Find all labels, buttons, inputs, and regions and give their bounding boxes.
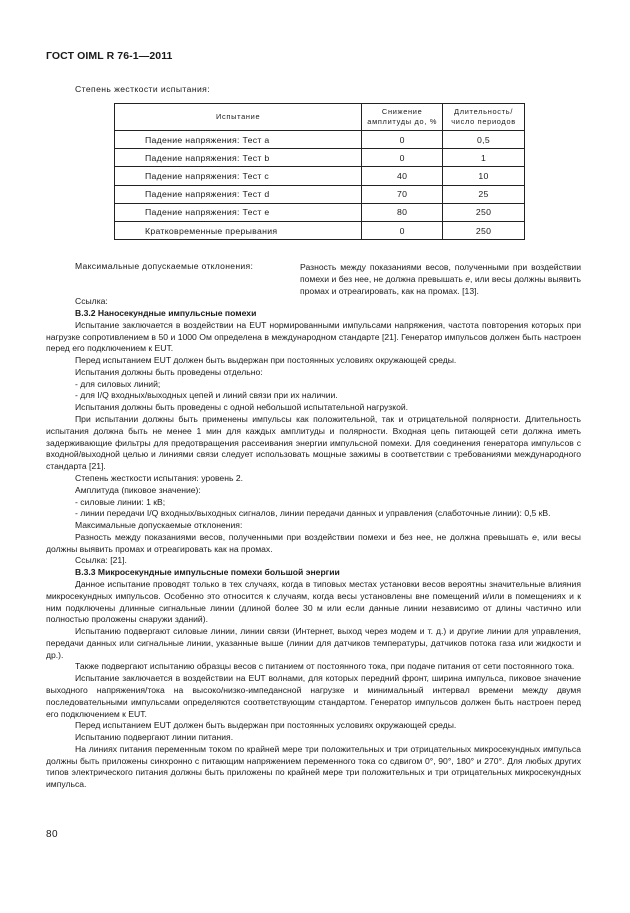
paragraph: Перед испытанием EUT должен быть выдержан при постоянных условиях окружающей среды. [75,720,457,731]
cell-drop: 0 [362,131,443,149]
paragraph: Также подвергают испытанию образцы весов с питанием от постоянного тока, при подаче питания от сети постоянного тока. [75,661,575,672]
paragraph: Испытание заключается в воздействии на EUT волнами, для которых передний фронт, ширина импульса, пиковое значение выходного напряжения/тока на высоко/низко-импедансной нагрузке и минимальный интервал времени между двумя последовательными импульсами определяются соответствующим стандартом. Генератор импульсов должен быть настроен перед его подключением к EUT. [46,673,581,719]
severity-intro: Степень жесткости испытания: [75,84,211,94]
paragraph: Испытание заключается в воздействии на EUT нормированными импульсами напряжения, частота повторения которых при нагрузке сопротивлением в 50 и 1000 Ом определена в международном стандарте [21]. Генератор импульсов должен быть настроен перед его подключением к EUT. [46,319,581,354]
paragraph: Амплитуда (пиковое значение): [75,484,201,495]
section-heading-b32: В.3.2 Наносекундные импульсные помехи [75,308,257,318]
col-header-drop: Снижение амплитуды до, % [362,104,443,131]
list-item: - силовые линии: 1 кВ; [75,496,166,507]
paragraph: Испытания должны быть проведены с одной небольшой испытательной нагрузкой. [75,402,409,413]
max-deviation-label: Максимальные допускаемые отклонения: [75,261,254,271]
table-header-row [115,104,525,131]
table-row [115,149,525,167]
table-row [115,167,525,185]
cell-test: Падение напряжения: Тест b [115,149,362,167]
max-deviation-text: Разность между показаниями весов, полученными при воздействии помехи и без нее, не должна превышать e, или весы должны выявить промах и отреагировать, как на промах. [13]. [300,262,581,296]
running-header: ГОСТ OIML R 76-1—2011 [46,50,173,62]
cell-duration: 250 [443,203,525,221]
paragraph: Испытанию подвергают силовые линии, линии связи (Интернет, выход через модем и т. д.) и другие линии для управления, передачи данных или сигнальные линии, указанные выше (линии для датчиков температуры, датчиков потока газа или жидкости и др.). [46,626,581,660]
cell-drop: 0 [362,149,443,167]
cell-duration: 25 [443,185,525,203]
severity-table [114,103,525,240]
list-item: - линии передачи I/Q входных/выходных сигналов, линии передачи данных и управления (слаботочные линии): 0,5 кВ. [75,508,551,519]
paragraph: Степень жесткости испытания: уровень 2. [75,472,243,483]
cell-drop: 70 [362,185,443,203]
cell-test: Кратковременные прерывания [115,221,362,239]
reference-value: [13]. [462,286,479,296]
page-number: 80 [46,829,59,840]
paragraph: Испытания должны быть проведены отдельно: [75,366,263,377]
paragraph: На линиях питания переменным током по крайней мере три положительных и три отрицательных микросекундных импульса должны быть приложены синхронно с питающим напряжением переменного тока со сдвигом 0°, 90°, 180° и 270°. Для любых других типов электрического питания должны быть приложены по крайней мере три положительных и три отрицательных микросекундных импульса. [46,743,581,790]
cell-test: Падение напряжения: Тест c [115,167,362,185]
cell-duration: 1 [443,149,525,167]
cell-test: Падение напряжения: Тест e [115,203,362,221]
table-row [115,185,525,203]
cell-test: Падение напряжения: Тест d [115,185,362,203]
cell-duration: 250 [443,221,525,239]
section-heading-b33: В.3.3 Микросекундные импульсные помехи большой энергии [75,567,340,578]
list-item: - для I/Q входных/выходных цепей и линий связи при их наличии. [75,390,338,401]
list-item: - для силовых линий; [75,378,161,389]
paragraph: Разность между показаниями весов, полученными при воздействии помехи и без нее, не должна превышать e, или весы должны выявить промах и отреагировать как на промах. [46,531,581,554]
paragraph: Максимальные допускаемые отклонения: [75,520,243,531]
table-row [115,203,525,221]
cell-duration: 10 [443,167,525,185]
body-text [46,308,581,791]
paragraph: Данное испытание проводят только в тех случаях, когда в типовых местах установки весов вероятны значительные влияния микросекундных импульсов. Особенно это относится к случаям, когда весы установлены вне помещений и/или в помещениях и к ним подключены длинные сигнальные линии (длиной более 30 м или если данные линии независимо от длины частично или полностью проложены снаружи зданий). [46,578,581,625]
cell-drop: 80 [362,203,443,221]
paragraph: Ссылка: [21]. [75,555,127,566]
col-header-duration: Длительность/ число периодов [443,104,525,131]
table-row [115,221,525,239]
col-header-test: Испытание [115,104,362,131]
paragraph: Перед испытанием EUT должен быть выдержан при постоянных условиях окружающей среды. [75,355,457,366]
paragraph: При испытании должны быть применены импульсы как положительной, так и отрицательной полярности. Длительность испытания должна быть не менее 1 мин для каждых амплитуды и полярности. Входная цепь питающей сети должна иметь задерживающие фильтры для предотвращения рассеивания энергии импульсной помехи. Для соединения генератора импульсов с входной/выходной целью и линиями связи следует использовать мощные зажимы в соответствии с требованиями международного стандарта [21]. [46,414,581,472]
cell-drop: 0 [362,221,443,239]
cell-test: Падение напряжения: Тест a [115,131,362,149]
cell-duration: 0,5 [443,131,525,149]
paragraph: Испытанию подвергают линии питания. [75,732,234,743]
cell-drop: 40 [362,167,443,185]
reference-label: Ссылка: [75,296,108,306]
table-row [115,131,525,149]
